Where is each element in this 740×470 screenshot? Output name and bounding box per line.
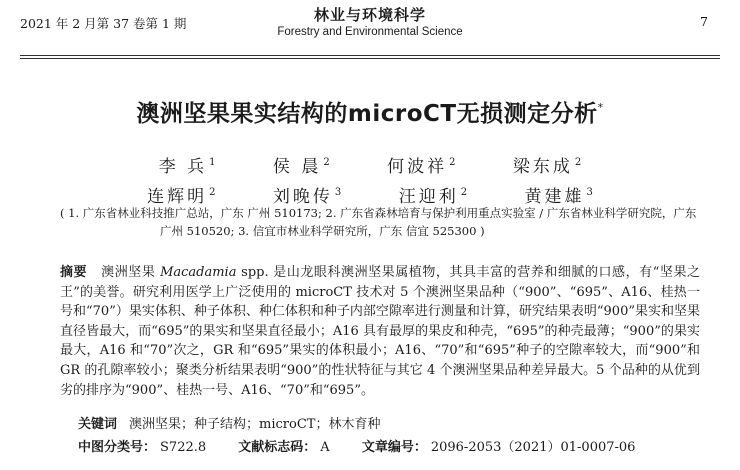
abstract-label: 摘要 — [60, 265, 88, 280]
abstract-latin-genus: Macadamia — [160, 265, 237, 280]
author-row-1 — [0, 150, 740, 180]
author-list — [0, 150, 740, 210]
article-number: 文章编号： 2096-2053（2021）01-0007-06 — [361, 440, 636, 455]
author: 侯 晨 $^2$ — [272, 157, 330, 177]
journal-title-cn: 林业与环境科学 — [313, 6, 426, 24]
keywords — [78, 413, 380, 432]
paper-title — [0, 95, 740, 128]
author: 黄建雄 $^3$ — [524, 187, 593, 207]
keywords-label: 关键词 — [78, 417, 118, 432]
affiliations — [60, 204, 700, 240]
article-metadata — [78, 436, 663, 455]
author: 李 兵 $^1$ — [158, 157, 216, 177]
journal-title-en: Forestry and Environmental Science — [277, 26, 463, 38]
author: 刘晚传 $^3$ — [272, 187, 342, 207]
author: 何波祥 $^2$ — [387, 157, 456, 177]
header-divider — [20, 55, 720, 56]
title-footnote-mark: * — [597, 101, 604, 114]
keywords-text: 澳洲坚果；种子结构；microCT；林木育种 — [129, 417, 381, 432]
document-code: 文献标志码： A — [238, 440, 330, 455]
abstract-text-pre: 澳洲坚果 — [101, 265, 161, 280]
affiliation-line: ( 1. 广东省林业科技推广总站，广东 广州 510173; 2. 广东省森林培育与保护利用重点实验室 / 广东省林业科学研究院，广东 — [60, 206, 697, 220]
journal-masthead — [0, 4, 740, 38]
abstract — [60, 263, 700, 400]
issue-info: 2021 年 2 月第 37 卷第 1 期 — [20, 16, 187, 31]
author: 汪迎利 $^2$ — [398, 187, 468, 207]
clc-number: 中图分类号： S722.8 — [78, 440, 207, 455]
affiliation-line: 广州 510520; 3. 信宜市林业科学研究所，广东 信宜 525300 ) — [160, 224, 485, 238]
author: 连辉明 $^2$ — [147, 187, 216, 207]
header-divider-thin — [20, 58, 720, 59]
author: 梁东成 $^2$ — [512, 157, 582, 177]
paper-title-text: 澳洲坚果果实结构的microCT无损测定分析 — [136, 101, 598, 127]
abstract-text: spp. 是山龙眼科澳洲坚果属植物，其具丰富的营养和细腻的口感，有“坚果之王”的美誉。研究利用医学上广泛使用的 microCT 技术对 5 个澳洲坚果品种（“900”、“695”、A16、桂热一号和“70”）果实体积、种子体积、种仁体积和种子内部空隙率进行测量和计算，研究结果表明“900”果实和坚果直径皆最大，而“695”的果实和坚果直径最小；A16 具有最厚的果皮和种壳，“695”的种壳最薄；“900”的果实最大，A16 和“70”次之，GR 和“695”果实的体积最小；A16、“70”和“695”种子的空隙率较大，而“900”和 GR 的孔隙率较小；聚类分析结果表明“900”的性状特征与其它 4 个澳洲坚果品种差异最大。5 个品种的从优到劣的排序为“900”、桂热一号、A16、“70”和“695”。 — [60, 265, 700, 398]
page-number: 7 — [700, 14, 708, 29]
